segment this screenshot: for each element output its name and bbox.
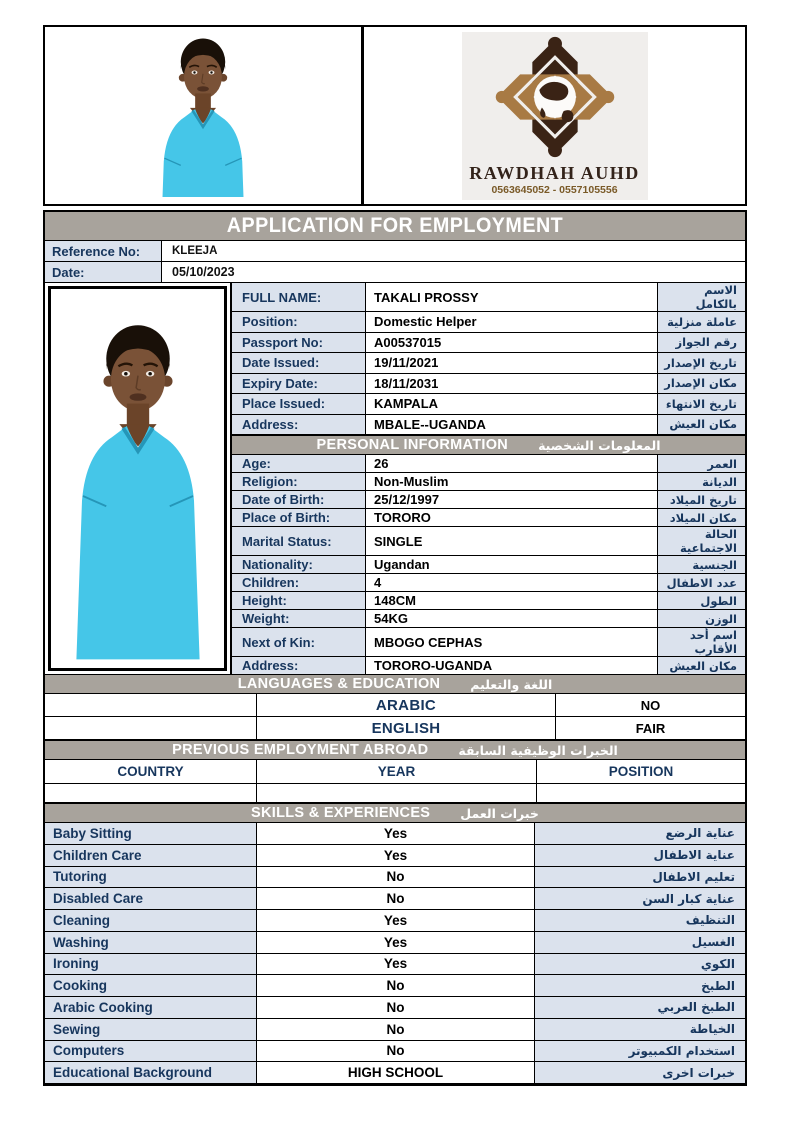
field-label-arabic: رقم الجواز: [658, 333, 745, 353]
field-label-arabic: مكان الإصدار: [658, 374, 745, 394]
field-label-arabic: عدد الاطفال: [658, 574, 745, 591]
column-header-position: POSITION: [608, 764, 674, 779]
form-fields: [232, 283, 745, 674]
form-row: [232, 527, 745, 556]
skills-bar: [45, 803, 745, 823]
skill-row: [45, 1041, 745, 1063]
skill-value: No: [257, 975, 535, 996]
form-row: [232, 455, 745, 473]
field-value: KAMPALA: [366, 394, 658, 414]
field-value: TORORO: [366, 509, 658, 526]
languages-title-arabic: اللغة والتعليم: [470, 676, 553, 692]
field-label-arabic: تاريخ الإصدار: [658, 353, 745, 373]
skill-label-arabic: الطبخ العربي: [535, 997, 745, 1018]
form-row: [232, 333, 745, 354]
field-value: Non-Muslim: [366, 473, 658, 490]
year-cell: [257, 784, 537, 802]
personal-info-bar: [232, 435, 745, 455]
field-value: 54KG: [366, 610, 658, 627]
skill-label-arabic: التنظيف: [535, 910, 745, 931]
skill-label: Sewing: [45, 1019, 257, 1040]
field-label: Religion:: [232, 473, 366, 490]
applicant-photo-small: [43, 25, 363, 206]
field-label-arabic: الوزن: [658, 610, 745, 627]
skill-label-arabic: خبرات اخرى: [535, 1062, 745, 1083]
field-label: FULL NAME:: [232, 283, 366, 311]
form-row: [232, 312, 745, 333]
column-header-country: COUNTRY: [45, 760, 257, 783]
language-name: ARABIC: [257, 694, 556, 716]
field-label-arabic: مكان العيش: [658, 657, 745, 674]
language-level: FAIR: [635, 720, 666, 736]
skills-section: [45, 823, 745, 1083]
skill-row: [45, 1062, 745, 1083]
form-row: [232, 473, 745, 491]
language-row: [45, 717, 745, 740]
form-row: [232, 574, 745, 592]
form-title-bar: [45, 212, 745, 241]
skill-label-arabic: عناية الاطفال: [535, 845, 745, 866]
field-label: Place of Birth:: [232, 509, 366, 526]
skill-value: Yes: [257, 954, 535, 975]
skill-label-arabic: الطبخ: [535, 975, 745, 996]
field-label-arabic: الجنسية: [658, 556, 745, 573]
skill-label-arabic: عناية الرضع: [535, 823, 745, 844]
field-label: Age:: [232, 455, 366, 472]
skill-value: No: [257, 997, 535, 1018]
applicant-photo-image: [152, 35, 254, 197]
field-label: Next of Kin:: [232, 628, 366, 656]
field-label: Place Issued:: [232, 394, 366, 414]
field-value: Domestic Helper: [366, 312, 658, 332]
skill-label: Computers: [45, 1041, 257, 1062]
skill-value: No: [257, 867, 535, 888]
previous-employment-title-arabic: الخبرات الوظيفية السابقة: [458, 742, 618, 758]
skill-label-arabic: عناية كبار السن: [535, 888, 745, 909]
skill-label-arabic: الخياطة: [535, 1019, 745, 1040]
skill-label: Children Care: [45, 845, 257, 866]
application-form: [43, 210, 747, 1086]
skill-row: [45, 823, 745, 845]
field-label-arabic: عاملة منزلية: [658, 312, 745, 332]
skill-value: No: [257, 1019, 535, 1040]
skill-row: [45, 910, 745, 932]
skill-label: Cleaning: [45, 910, 257, 931]
field-value: TAKALI PROSSY: [366, 283, 658, 311]
skill-row: [45, 954, 745, 976]
language-row: [45, 694, 745, 717]
date-value: 05/10/2023: [172, 265, 235, 279]
skill-value: No: [257, 888, 535, 909]
skill-value: No: [257, 1041, 535, 1062]
skill-label: Ironing: [45, 954, 257, 975]
country-cell: [45, 784, 257, 802]
reference-label: Reference No:: [45, 241, 162, 261]
agency-logo-wrap: [462, 32, 648, 200]
field-label-arabic: العمر: [658, 455, 745, 472]
language-name: ENGLISH: [257, 717, 556, 739]
skill-label-arabic: الكوي: [535, 954, 745, 975]
date-row: [45, 262, 745, 283]
language-empty-cell: [45, 717, 257, 739]
skill-row: [45, 975, 745, 997]
skill-row: [45, 867, 745, 889]
field-label-arabic: اسم أحد الأقارب: [658, 628, 745, 656]
form-row: [232, 374, 745, 395]
field-value: Ugandan: [366, 556, 658, 573]
previous-employment-title: PREVIOUS EMPLOYMENT ABROAD: [172, 742, 429, 758]
agency-name: RAWDHAH AUHD: [469, 162, 640, 183]
languages-title: LANGUAGES & EDUCATION: [237, 676, 441, 692]
form-row: [232, 592, 745, 610]
field-label-arabic: الديانة: [658, 473, 745, 490]
skill-row: [45, 845, 745, 867]
field-value: 4: [366, 574, 658, 591]
field-value: MBALE--UGANDA: [366, 415, 658, 435]
column-header-year: YEAR: [257, 760, 537, 783]
agency-phone-numbers: 0563645052 - 0557105556: [491, 183, 618, 196]
skill-label-arabic: استخدام الكمبيوتر: [535, 1041, 745, 1062]
field-label-arabic: الحالة الاجتماعية: [658, 527, 745, 555]
field-value: 25/12/1997: [366, 491, 658, 508]
previous-employment-columns: [45, 760, 745, 784]
skill-value: Yes: [257, 932, 535, 953]
form-row: [232, 556, 745, 574]
skill-value: Yes: [257, 823, 535, 844]
skills-title-arabic: خبرات العمل: [460, 805, 539, 821]
field-value: 19/11/2021: [366, 353, 658, 373]
field-label: Passport No:: [232, 333, 366, 353]
form-body: [45, 283, 745, 674]
field-label: Weight:: [232, 610, 366, 627]
field-label: Children:: [232, 574, 366, 591]
form-row: [232, 628, 745, 657]
personal-info-title-arabic: المعلومات الشخصية: [538, 437, 661, 453]
applicant-photo-cell: [45, 283, 232, 674]
skill-label: Cooking: [45, 975, 257, 996]
field-value: 18/11/2031: [366, 374, 658, 394]
skill-value: Yes: [257, 910, 535, 931]
skill-value: HIGH SCHOOL: [257, 1062, 535, 1083]
skill-label: Washing: [45, 932, 257, 953]
field-label: Address:: [232, 415, 366, 435]
field-label: Address:: [232, 657, 366, 674]
skill-value: Yes: [257, 845, 535, 866]
form-row: [232, 610, 745, 628]
field-label: Height:: [232, 592, 366, 609]
language-level: NO: [640, 697, 661, 713]
reference-value: KLEEJA: [172, 245, 218, 257]
personal-info-section: [232, 455, 745, 674]
field-label: Expiry Date:: [232, 374, 366, 394]
position-cell: [537, 784, 745, 802]
languages-bar: [45, 674, 745, 694]
form-row: [232, 415, 745, 436]
field-value: MBOGO CEPHAS: [366, 628, 658, 656]
skill-label: Disabled Care: [45, 888, 257, 909]
field-label: Date of Birth:: [232, 491, 366, 508]
field-value: SINGLE: [366, 527, 658, 555]
field-label: Marital Status:: [232, 527, 366, 555]
form-row: [232, 657, 745, 674]
passport-section: [232, 283, 745, 435]
language-empty-cell: [45, 694, 257, 716]
skills-title: SKILLS & EXPERIENCES: [251, 805, 431, 821]
field-value: 26: [366, 455, 658, 472]
field-label-arabic: مكان العيش: [658, 415, 745, 435]
field-value: 148CM: [366, 592, 658, 609]
header-row: [43, 25, 747, 206]
applicant-photo-frame: [48, 286, 227, 671]
form-row: [232, 394, 745, 415]
skill-label: Tutoring: [45, 867, 257, 888]
skill-label-arabic: الغسيل: [535, 932, 745, 953]
skill-label: Educational Background: [45, 1062, 257, 1083]
form-row: [232, 509, 745, 527]
form-row: [232, 353, 745, 374]
form-row: [232, 283, 745, 312]
field-label-arabic: تاريخ الانتهاء: [658, 394, 745, 414]
field-value: TORORO-UGANDA: [366, 657, 658, 674]
reference-row: [45, 241, 745, 262]
field-label-arabic: تاريخ الميلاد: [658, 491, 745, 508]
skill-row: [45, 932, 745, 954]
field-label-arabic: الطول: [658, 592, 745, 609]
form-title: APPLICATION FOR EMPLOYMENT: [226, 214, 564, 237]
skill-label: Arabic Cooking: [45, 997, 257, 1018]
field-label-arabic: الاسم بالكامل: [658, 283, 745, 311]
field-label: Position:: [232, 312, 366, 332]
skill-label-arabic: تعليم الاطفال: [535, 867, 745, 888]
skill-row: [45, 1019, 745, 1041]
agency-logo-box: [363, 25, 747, 206]
field-value: A00537015: [366, 333, 658, 353]
previous-employment-row: [45, 784, 745, 803]
previous-employment-bar: [45, 740, 745, 760]
applicant-photo: [54, 296, 222, 668]
skill-row: [45, 997, 745, 1019]
skill-label: Baby Sitting: [45, 823, 257, 844]
personal-info-title: PERSONAL INFORMATION: [316, 437, 509, 453]
skill-row: [45, 888, 745, 910]
field-label-arabic: مكان الميلاد: [658, 509, 745, 526]
field-label: Nationality:: [232, 556, 366, 573]
form-row: [232, 491, 745, 509]
agency-logo-icon: [494, 36, 616, 158]
date-label: Date:: [45, 262, 162, 282]
field-label: Date Issued:: [232, 353, 366, 373]
